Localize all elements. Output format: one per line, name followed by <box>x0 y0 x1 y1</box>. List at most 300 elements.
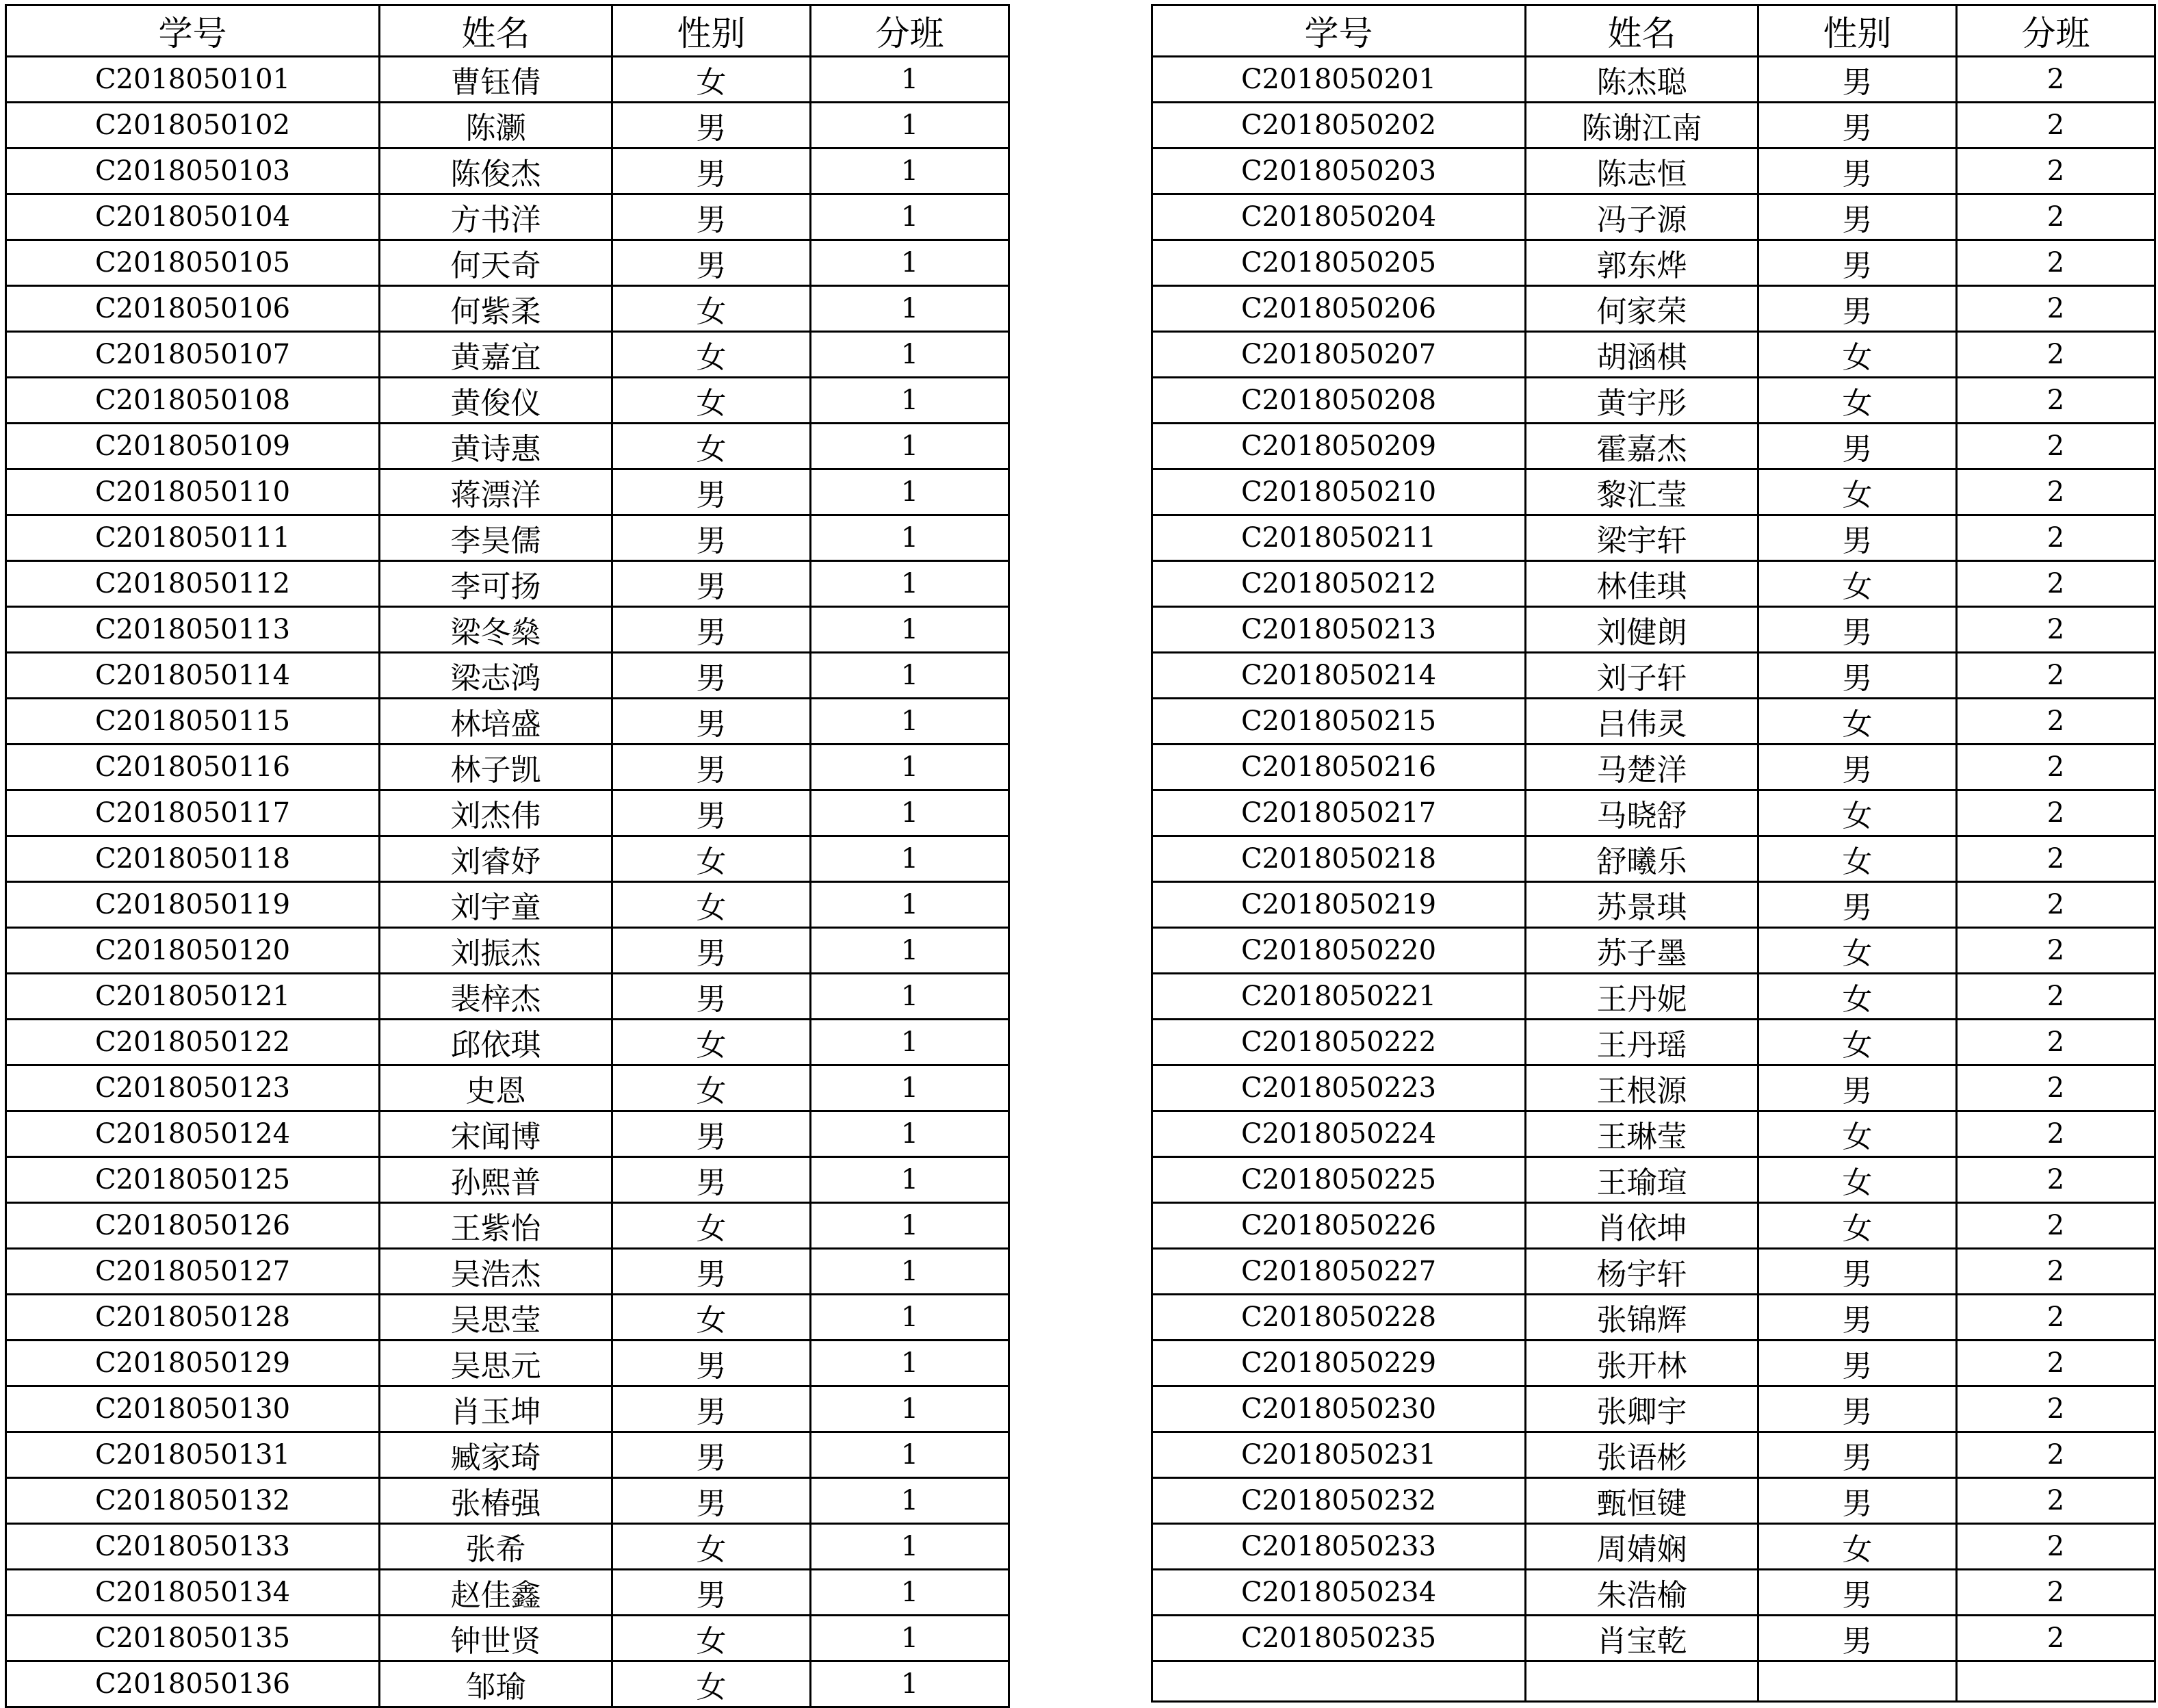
cell-gender: 女 <box>1758 469 1957 515</box>
cell-class: 1 <box>811 1065 1009 1111</box>
cell-student-id: C2018050127 <box>6 1249 380 1295</box>
cell-class: 1 <box>811 836 1009 882</box>
cell-student-id: C2018050122 <box>6 1020 380 1065</box>
cell-student-id: C2018050217 <box>1152 790 1526 836</box>
cell-class: 2 <box>1957 240 2155 286</box>
cell-student-id: C2018050104 <box>6 194 380 240</box>
cell-class: 1 <box>811 515 1009 561</box>
cell-class: 1 <box>811 103 1009 148</box>
cell-gender: 女 <box>1758 928 1957 974</box>
table-row <box>1152 1341 2155 1386</box>
table-row <box>1152 240 2155 286</box>
cell-student-id: C2018050116 <box>6 745 380 790</box>
cell-name: 刘健朗 <box>1526 607 1758 653</box>
cell-student-id: C2018050115 <box>6 699 380 745</box>
cell-student-id: C2018050225 <box>1152 1157 1526 1203</box>
cell-name: 裴梓杰 <box>380 974 612 1020</box>
cell-name: 刘睿妤 <box>380 836 612 882</box>
cell-name: 王瑜瑄 <box>1526 1157 1758 1203</box>
header-row <box>6 5 1009 57</box>
table-row <box>6 1616 1009 1661</box>
cell-class: 1 <box>811 378 1009 424</box>
cell-name: 林子凯 <box>380 745 612 790</box>
cell-class: 2 <box>1957 974 2155 1020</box>
table-row <box>6 1478 1009 1524</box>
cell-gender: 男 <box>1758 1341 1957 1386</box>
cell-class: 2 <box>1957 1249 2155 1295</box>
table-row <box>6 1157 1009 1203</box>
table-row <box>6 974 1009 1020</box>
cell-gender: 男 <box>612 1341 811 1386</box>
header-name: 姓名 <box>1526 5 1758 57</box>
cell-student-id: C2018050126 <box>6 1203 380 1249</box>
table-row <box>6 1524 1009 1570</box>
cell-student-id: C2018050229 <box>1152 1341 1526 1386</box>
cell-class: 2 <box>1957 1616 2155 1661</box>
table-row <box>6 790 1009 836</box>
cell-name: 梁冬燊 <box>380 607 612 653</box>
cell-class: 1 <box>811 1295 1009 1341</box>
cell-class: 1 <box>811 332 1009 378</box>
cell-class: 1 <box>811 1570 1009 1616</box>
cell-class: 2 <box>1957 1478 2155 1524</box>
cell-student-id: C2018050219 <box>1152 882 1526 928</box>
table-row <box>1152 1295 2155 1341</box>
cell-name: 黄嘉宜 <box>380 332 612 378</box>
cell-student-id: C2018050215 <box>1152 699 1526 745</box>
table-row <box>1152 1616 2155 1661</box>
cell-name: 吕伟灵 <box>1526 699 1758 745</box>
cell-gender: 男 <box>1758 1065 1957 1111</box>
cell-student-id: C2018050112 <box>6 561 380 607</box>
cell-class: 2 <box>1957 1295 2155 1341</box>
cell-name: 肖玉坤 <box>380 1386 612 1432</box>
cell-name: 胡涵棋 <box>1526 332 1758 378</box>
table-row <box>6 332 1009 378</box>
cell-class: 2 <box>1957 653 2155 699</box>
cell-gender: 男 <box>612 790 811 836</box>
table-row <box>6 1570 1009 1616</box>
cell-gender: 男 <box>612 745 811 790</box>
table-row <box>1152 1111 2155 1157</box>
cell-name: 吴思元 <box>380 1341 612 1386</box>
cell-student-id: C2018050233 <box>1152 1524 1526 1570</box>
table-row <box>1152 699 2155 745</box>
table-row <box>6 424 1009 469</box>
cell-class: 2 <box>1957 103 2155 148</box>
cell-name: 黎汇莹 <box>1526 469 1758 515</box>
cell-student-id: C2018050221 <box>1152 974 1526 1020</box>
cell-student-id: C2018050226 <box>1152 1203 1526 1249</box>
cell-class: 1 <box>811 1203 1009 1249</box>
cell-gender: 男 <box>1758 1616 1957 1661</box>
cell-name: 吴浩杰 <box>380 1249 612 1295</box>
table-row <box>1152 332 2155 378</box>
cell-name: 刘振杰 <box>380 928 612 974</box>
cell-class: 2 <box>1957 286 2155 332</box>
table-row <box>1152 561 2155 607</box>
cell-class: 2 <box>1957 607 2155 653</box>
table-row <box>6 745 1009 790</box>
cell-class: 2 <box>1957 1570 2155 1616</box>
cell-gender: 男 <box>1758 515 1957 561</box>
class-1-roster-table <box>5 4 1010 1708</box>
cell-name: 霍嘉杰 <box>1526 424 1758 469</box>
cell-name: 何紫柔 <box>380 286 612 332</box>
cell-student-id: C2018050117 <box>6 790 380 836</box>
cell-name: 陈杰聪 <box>1526 57 1758 103</box>
cell-student-id: C2018050216 <box>1152 745 1526 790</box>
cell-class: 1 <box>811 469 1009 515</box>
cell-class: 2 <box>1957 1524 2155 1570</box>
cell-class: 1 <box>811 1478 1009 1524</box>
header-student-id: 学号 <box>6 5 380 57</box>
table-row <box>6 653 1009 699</box>
cell-class: 2 <box>1957 469 2155 515</box>
cell-class: 2 <box>1957 148 2155 194</box>
table-row <box>6 1661 1009 1707</box>
cell-class: 1 <box>811 745 1009 790</box>
cell-gender: 男 <box>612 469 811 515</box>
cell-gender: 女 <box>612 1020 811 1065</box>
cell-student-id: C2018050211 <box>1152 515 1526 561</box>
cell-name: 刘杰伟 <box>380 790 612 836</box>
cell-name: 何天奇 <box>380 240 612 286</box>
cell-student-id: C2018050121 <box>6 974 380 1020</box>
cell-name: 张卿宇 <box>1526 1386 1758 1432</box>
table-row <box>6 515 1009 561</box>
cell-name: 张锦辉 <box>1526 1295 1758 1341</box>
cell-class: 2 <box>1957 836 2155 882</box>
table-row <box>1152 103 2155 148</box>
cell-gender: 男 <box>1758 194 1957 240</box>
table-row <box>6 1203 1009 1249</box>
cell-name: 黄宇彤 <box>1526 378 1758 424</box>
cell-student-id: C2018050222 <box>1152 1020 1526 1065</box>
cell-class: 2 <box>1957 790 2155 836</box>
cell-class: 2 <box>1957 194 2155 240</box>
cell-student-id: C2018050132 <box>6 1478 380 1524</box>
cell-student-id: C2018050212 <box>1152 561 1526 607</box>
cell-gender: 男 <box>1758 607 1957 653</box>
cell-name: 甄恒键 <box>1526 1478 1758 1524</box>
table-row <box>6 1341 1009 1386</box>
cell-class: 1 <box>811 1341 1009 1386</box>
cell-class: 1 <box>811 194 1009 240</box>
cell-name: 苏子墨 <box>1526 928 1758 974</box>
cell-student-id: C2018050204 <box>1152 194 1526 240</box>
cell-name: 黄俊仪 <box>380 378 612 424</box>
table-row <box>1152 1157 2155 1203</box>
cell-name: 王丹瑶 <box>1526 1020 1758 1065</box>
cell-student-id: C2018050230 <box>1152 1386 1526 1432</box>
table-row <box>1152 57 2155 103</box>
cell-student-id: C2018050202 <box>1152 103 1526 148</box>
cell-gender: 男 <box>612 1386 811 1432</box>
table-row <box>6 378 1009 424</box>
table-row <box>1152 194 2155 240</box>
cell-class: 2 <box>1957 1157 2155 1203</box>
cell-gender: 女 <box>1758 699 1957 745</box>
cell-name: 李昊儒 <box>380 515 612 561</box>
cell-name: 冯子源 <box>1526 194 1758 240</box>
cell-gender: 女 <box>1758 1111 1957 1157</box>
cell-class: 1 <box>811 1661 1009 1707</box>
cell-gender: 女 <box>612 1065 811 1111</box>
cell-name: 肖宝乾 <box>1526 1616 1758 1661</box>
cell-gender: 女 <box>1758 561 1957 607</box>
cell-name: 杨宇轩 <box>1526 1249 1758 1295</box>
table-row <box>1152 974 2155 1020</box>
cell-gender: 男 <box>1758 1570 1957 1616</box>
table-row <box>6 286 1009 332</box>
cell-class: 2 <box>1957 928 2155 974</box>
cell-name: 苏景琪 <box>1526 882 1758 928</box>
cell-class: 1 <box>811 561 1009 607</box>
cell-gender: 女 <box>612 57 811 103</box>
cell-student-id: C2018050119 <box>6 882 380 928</box>
cell-gender: 女 <box>612 836 811 882</box>
table-row <box>6 103 1009 148</box>
cell-student-id: C2018050107 <box>6 332 380 378</box>
cell-name: 梁志鸿 <box>380 653 612 699</box>
cell-class: 1 <box>811 790 1009 836</box>
cell-class: 1 <box>811 699 1009 745</box>
cell-class: 1 <box>811 1111 1009 1157</box>
cell-class: 2 <box>1957 882 2155 928</box>
cell-student-id: C2018050123 <box>6 1065 380 1111</box>
cell-class: 2 <box>1957 378 2155 424</box>
cell-name: 陈灏 <box>380 103 612 148</box>
cell-name: 宋闻博 <box>380 1111 612 1157</box>
table-row <box>1152 836 2155 882</box>
class-2-roster-table <box>1151 4 2156 1703</box>
cell-name: 钟世贤 <box>380 1616 612 1661</box>
header-class: 分班 <box>811 5 1009 57</box>
cell-class: 1 <box>811 1616 1009 1661</box>
cell-student-id: C2018050235 <box>1152 1616 1526 1661</box>
cell-gender: 男 <box>612 699 811 745</box>
table-row <box>1152 378 2155 424</box>
cell-name: 李可扬 <box>380 561 612 607</box>
cell-gender: 男 <box>612 928 811 974</box>
cell-gender: 男 <box>612 1570 811 1616</box>
table-row <box>6 1295 1009 1341</box>
cell-student-id: C2018050124 <box>6 1111 380 1157</box>
cell-name: 方书洋 <box>380 194 612 240</box>
cell-student-id: C2018050207 <box>1152 332 1526 378</box>
cell-class <box>1957 1661 2155 1702</box>
table-row <box>1152 1020 2155 1065</box>
cell-name: 赵佳鑫 <box>380 1570 612 1616</box>
table-row <box>1152 1065 2155 1111</box>
cell-student-id: C2018050131 <box>6 1432 380 1478</box>
cell-gender: 女 <box>1758 790 1957 836</box>
cell-name: 邱依琪 <box>380 1020 612 1065</box>
cell-name: 何家荣 <box>1526 286 1758 332</box>
cell-name <box>1526 1661 1758 1702</box>
cell-gender: 女 <box>612 1203 811 1249</box>
table-row <box>1152 607 2155 653</box>
cell-name: 曹钰倩 <box>380 57 612 103</box>
cell-gender: 男 <box>612 194 811 240</box>
cell-class: 2 <box>1957 515 2155 561</box>
cell-gender: 男 <box>612 148 811 194</box>
cell-class: 1 <box>811 882 1009 928</box>
cell-gender: 男 <box>1758 745 1957 790</box>
cell-gender: 男 <box>1758 882 1957 928</box>
header-gender: 性别 <box>612 5 811 57</box>
cell-class: 1 <box>811 1432 1009 1478</box>
cell-name: 舒曦乐 <box>1526 836 1758 882</box>
table-row <box>6 148 1009 194</box>
cell-student-id: C2018050113 <box>6 607 380 653</box>
cell-gender: 男 <box>612 1478 811 1524</box>
cell-name: 王丹妮 <box>1526 974 1758 1020</box>
table-row <box>6 882 1009 928</box>
cell-name: 史恩 <box>380 1065 612 1111</box>
cell-gender: 女 <box>1758 1203 1957 1249</box>
cell-student-id: C2018050103 <box>6 148 380 194</box>
cell-student-id: C2018050223 <box>1152 1065 1526 1111</box>
cell-name: 郭东烨 <box>1526 240 1758 286</box>
table-row <box>1152 928 2155 974</box>
cell-student-id: C2018050114 <box>6 653 380 699</box>
table-row <box>1152 882 2155 928</box>
cell-gender: 女 <box>612 286 811 332</box>
cell-student-id: C2018050125 <box>6 1157 380 1203</box>
cell-name: 黄诗惠 <box>380 424 612 469</box>
cell-class: 2 <box>1957 1386 2155 1432</box>
cell-student-id: C2018050205 <box>1152 240 1526 286</box>
cell-class: 1 <box>811 286 1009 332</box>
cell-name: 周婧娴 <box>1526 1524 1758 1570</box>
cell-gender: 男 <box>612 1157 811 1203</box>
cell-student-id: C2018050128 <box>6 1295 380 1341</box>
cell-class: 1 <box>811 928 1009 974</box>
cell-gender: 男 <box>612 240 811 286</box>
cell-class: 1 <box>811 653 1009 699</box>
cell-class: 2 <box>1957 1203 2155 1249</box>
cell-student-id: C2018050111 <box>6 515 380 561</box>
cell-gender: 男 <box>612 1432 811 1478</box>
table-row <box>6 1432 1009 1478</box>
table-row <box>6 240 1009 286</box>
table-row <box>1152 1386 2155 1432</box>
cell-class: 1 <box>811 240 1009 286</box>
cell-gender: 男 <box>1758 286 1957 332</box>
cell-class: 2 <box>1957 1432 2155 1478</box>
cell-gender: 男 <box>1758 103 1957 148</box>
cell-student-id: C2018050110 <box>6 469 380 515</box>
cell-student-id: C2018050101 <box>6 57 380 103</box>
cell-class: 2 <box>1957 561 2155 607</box>
cell-gender: 男 <box>612 653 811 699</box>
cell-class: 2 <box>1957 424 2155 469</box>
cell-class: 1 <box>811 607 1009 653</box>
cell-gender: 男 <box>612 515 811 561</box>
cell-gender: 男 <box>1758 424 1957 469</box>
cell-name: 臧家琦 <box>380 1432 612 1478</box>
table-row <box>1152 515 2155 561</box>
cell-name: 林培盛 <box>380 699 612 745</box>
cell-class: 1 <box>811 148 1009 194</box>
cell-class: 2 <box>1957 699 2155 745</box>
cell-student-id: C2018050227 <box>1152 1249 1526 1295</box>
cell-name: 刘子轩 <box>1526 653 1758 699</box>
cell-class: 2 <box>1957 1020 2155 1065</box>
cell-student-id <box>1152 1661 1526 1702</box>
cell-gender: 女 <box>612 332 811 378</box>
cell-class: 2 <box>1957 745 2155 790</box>
cell-student-id: C2018050208 <box>1152 378 1526 424</box>
cell-student-id: C2018050201 <box>1152 57 1526 103</box>
table-row <box>6 607 1009 653</box>
cell-gender: 男 <box>612 607 811 653</box>
cell-gender: 女 <box>612 1616 811 1661</box>
table-row <box>1152 286 2155 332</box>
table-row <box>1152 1524 2155 1570</box>
cell-gender: 男 <box>612 103 811 148</box>
table-row <box>1152 745 2155 790</box>
cell-name: 邹瑜 <box>380 1661 612 1707</box>
cell-name: 张希 <box>380 1524 612 1570</box>
cell-gender: 女 <box>612 1524 811 1570</box>
table-row <box>1152 469 2155 515</box>
cell-student-id: C2018050231 <box>1152 1432 1526 1478</box>
header-name: 姓名 <box>380 5 612 57</box>
cell-class: 2 <box>1957 1065 2155 1111</box>
cell-gender: 男 <box>612 561 811 607</box>
cell-name: 肖依坤 <box>1526 1203 1758 1249</box>
table-row <box>6 1065 1009 1111</box>
cell-class: 2 <box>1957 1341 2155 1386</box>
cell-student-id: C2018050209 <box>1152 424 1526 469</box>
cell-gender: 男 <box>1758 653 1957 699</box>
cell-name: 孙熙普 <box>380 1157 612 1203</box>
cell-gender: 女 <box>1758 1020 1957 1065</box>
cell-class: 1 <box>811 974 1009 1020</box>
cell-gender: 男 <box>1758 1478 1957 1524</box>
cell-name: 王紫怡 <box>380 1203 612 1249</box>
cell-name: 梁宇轩 <box>1526 515 1758 561</box>
cell-gender: 男 <box>1758 148 1957 194</box>
cell-name: 马晓舒 <box>1526 790 1758 836</box>
cell-student-id: C2018050130 <box>6 1386 380 1432</box>
cell-gender: 女 <box>1758 1157 1957 1203</box>
cell-gender: 男 <box>612 1111 811 1157</box>
cell-student-id: C2018050135 <box>6 1616 380 1661</box>
cell-name: 张语彬 <box>1526 1432 1758 1478</box>
cell-student-id: C2018050136 <box>6 1661 380 1707</box>
cell-name: 陈谢江南 <box>1526 103 1758 148</box>
table-row <box>1152 1249 2155 1295</box>
cell-name: 陈志恒 <box>1526 148 1758 194</box>
table-row <box>1152 1203 2155 1249</box>
cell-class: 1 <box>811 1386 1009 1432</box>
table-row <box>6 1020 1009 1065</box>
cell-gender: 女 <box>1758 378 1957 424</box>
cell-gender: 女 <box>612 882 811 928</box>
table-row <box>6 194 1009 240</box>
cell-student-id: C2018050118 <box>6 836 380 882</box>
cell-gender: 男 <box>1758 1249 1957 1295</box>
cell-student-id: C2018050210 <box>1152 469 1526 515</box>
table-row <box>1152 148 2155 194</box>
cell-class: 1 <box>811 1249 1009 1295</box>
cell-student-id: C2018050129 <box>6 1341 380 1386</box>
table-row <box>1152 1432 2155 1478</box>
